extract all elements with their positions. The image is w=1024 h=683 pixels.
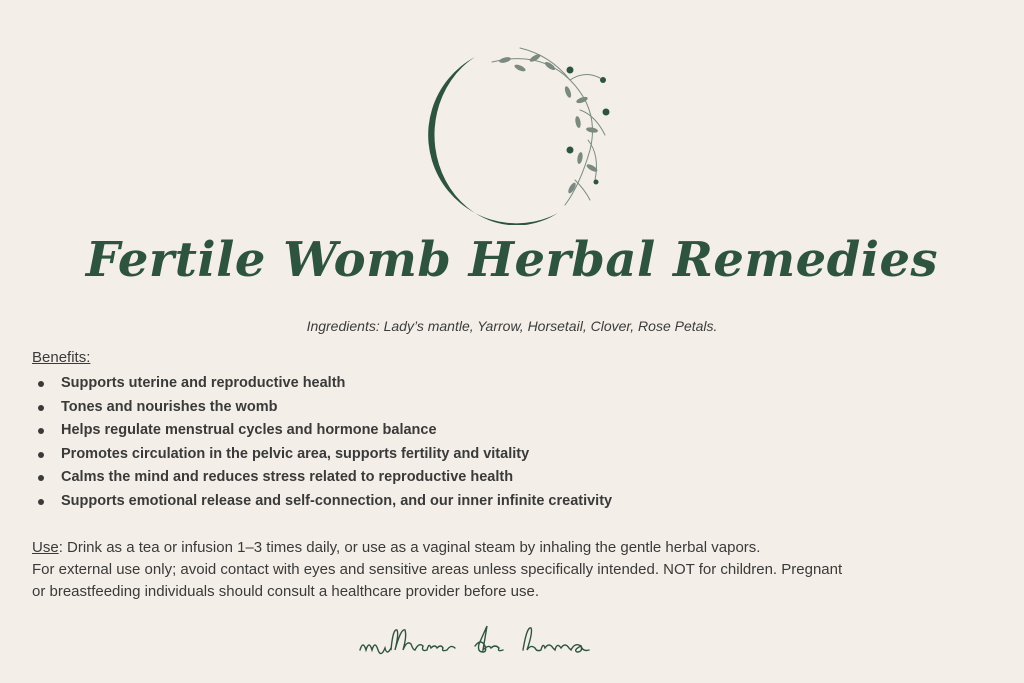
crescent-moon-with-herbs-icon bbox=[420, 40, 620, 225]
usage-line bbox=[32, 537, 992, 559]
list-item: Promotes circulation in the pelvic area, supports fertility and vitality bbox=[32, 443, 612, 467]
benefits-heading: Benefits: bbox=[32, 349, 91, 366]
list-item: Supports uterine and reproductive health bbox=[32, 372, 612, 396]
list-item: Tones and nourishes the womb bbox=[32, 396, 612, 420]
list-item: Calms the mind and reduces stress related to reproductive health bbox=[32, 466, 612, 490]
usage-instructions bbox=[32, 537, 992, 603]
use-text: : Drink as a tea or infusion 1–3 times daily, or use as a vaginal steam by inhaling the gentle herbal vapors. bbox=[58, 539, 761, 556]
warning-line-2: or breastfeeding individuals should consult a healthcare provider before use. bbox=[32, 583, 539, 600]
list-item: Helps regulate menstrual cycles and hormone balance bbox=[32, 419, 612, 443]
list-item: Supports emotional release and self-connection, and our inner infinite creativity bbox=[32, 490, 612, 514]
benefits-list bbox=[32, 372, 612, 514]
use-label: Use bbox=[32, 539, 59, 556]
page-title: Fertile Womb Herbal Remedies bbox=[85, 232, 939, 288]
warning-line-1: For external use only; avoid contact with eyes and sensitive areas unless specifically intended. NOT for children. Pregnant bbox=[32, 561, 843, 578]
ingredients-line: Ingredients: Lady’s mantle, Yarrow, Horsetail, Clover, Rose Petals. bbox=[306, 318, 718, 334]
signature-logo bbox=[355, 622, 625, 662]
